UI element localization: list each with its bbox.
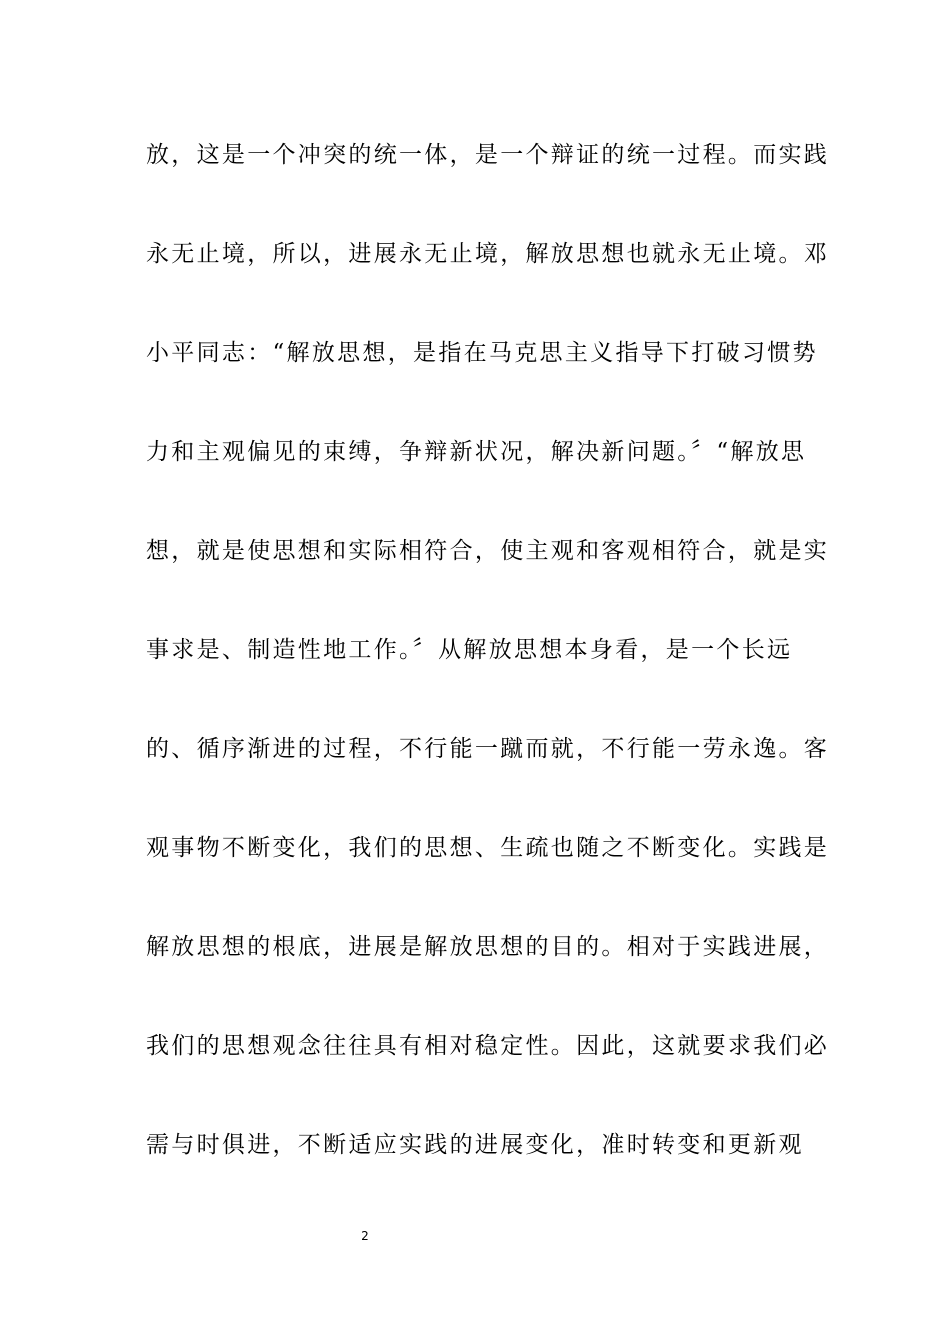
body-text (146, 133, 830, 1222)
text-line: 的、循序渐进的过程，不行能一蹴而就，不行能一劳永逸。客 (146, 736, 830, 762)
text-line: 观事物不断变化，我们的思想、生疏也随之不断变化。实践是 (146, 835, 830, 861)
text-line: 解放思想的根底，进展是解放思想的目的。相对于实践进展， (146, 934, 830, 960)
text-line: 永无止境，所以，进展永无止境，解放思想也就永无止境。邓 (146, 241, 830, 267)
page-number: 2 (361, 1229, 369, 1243)
text-line: 事求是、制造性地工作。〞从解放思想本身看，是一个长远 (146, 637, 793, 663)
text-line: 想，就是使思想和实际相符合，使主观和客观相符合，就是实 (146, 538, 830, 564)
text-line: 力和主观偏见的束缚，争辩新状况，解决新问题。〞“解放思 (146, 439, 807, 465)
text-line: 放，这是一个冲突的统一体，是一个辩证的统一过程。而实践 (146, 142, 830, 168)
text-line: 小平同志：“解放思想，是指在马克思主义指导下打破习惯势 (146, 340, 818, 366)
text-line: 需与时俱进，不断适应实践的进展变化，准时转变和更新观 (146, 1132, 804, 1158)
text-line: 我们的思想观念往往具有相对稳定性。因此，这就要求我们必 (146, 1033, 830, 1059)
